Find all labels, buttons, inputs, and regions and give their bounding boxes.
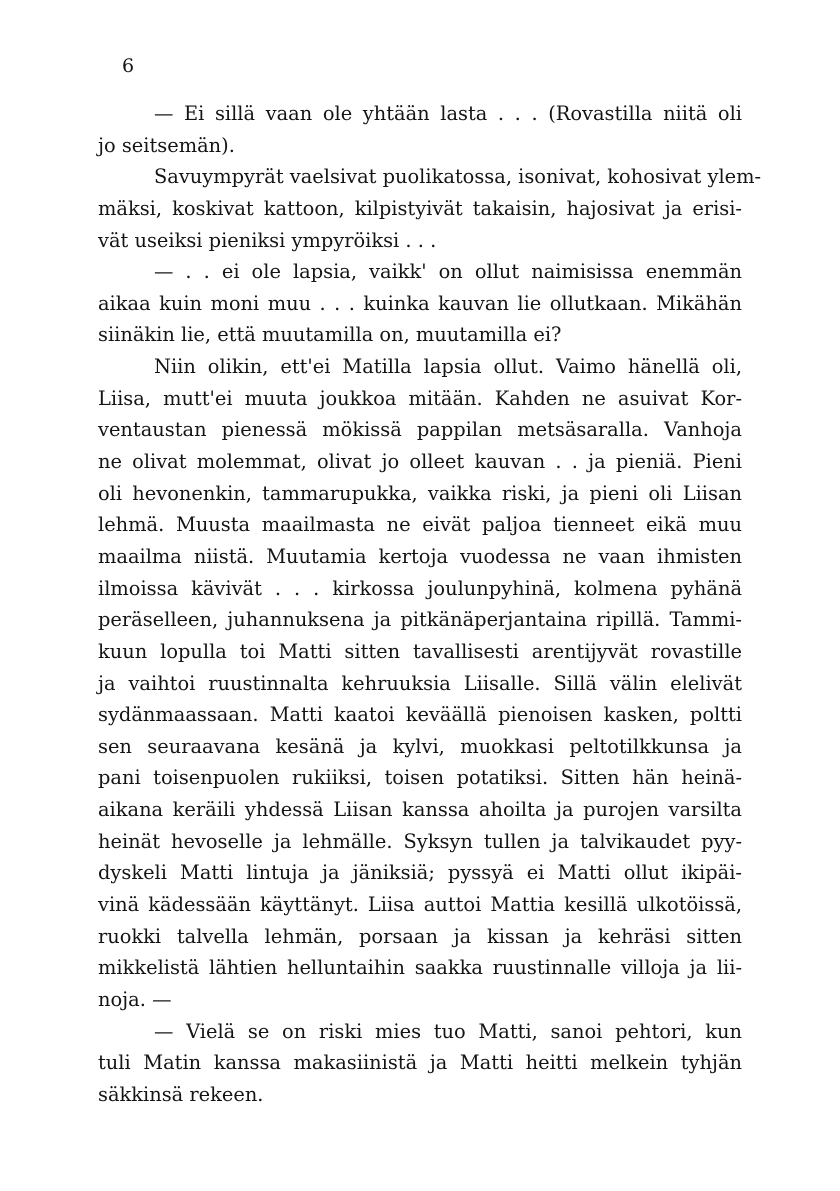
text-line: ventaustan pienessä mökissä pappilan metsäsaralla. Vanhoja (98, 418, 742, 442)
text-line: noja. — (98, 987, 172, 1011)
text-line: ne olivat molemmat, olivat jo olleet kauvan . . ja pieniä. Pieni (98, 450, 742, 474)
text-line: — Ei sillä vaan ole yhtään lasta . . . (Rovastilla niitä oli (154, 102, 742, 125)
text-line: Liisa, mutt'ei muuta joukkoa mitään. Kahden ne asuivat Kor- (98, 386, 742, 410)
text-line: jo seitsemän). (98, 133, 235, 157)
text-line: vät useiksi pieniksi ympyröiksi . . . (98, 228, 437, 252)
text-line: — Vielä se on riski mies tuo Matti, sanoi pehtori, kun (154, 1019, 742, 1043)
paragraph (98, 256, 742, 351)
body-text (98, 98, 762, 1111)
paragraph (98, 161, 762, 256)
text-line: peräselleen, juhannuksena ja pitkänäperjantaina ripillä. Tammi- (98, 608, 742, 632)
text-line: Niin olikin, ett'ei Matilla lapsia ollut. Vaimo hänellä oli, (154, 355, 742, 379)
text-line: ja vaihtoi ruustinnalta kehruuksia Liisalle. Sillä välin elelivät (98, 671, 742, 695)
text-line: pani toisenpuolen rukiiksi, toisen potatiksi. Sitten hän heinä- (98, 766, 742, 790)
text-line: aikana keräili yhdessä Liisan kanssa ahoilta ja purojen varsilta (98, 798, 742, 822)
text-line: siinäkin lie, että muutamilla on, muutamilla ei? (98, 323, 562, 347)
text-line: dyskeli Matti lintuja ja jäniksiä; pyssyä ei Matti ollut ikipäi- (98, 861, 742, 885)
text-line: maailma niistä. Muutamia kertoja vuodessa ne vaan ihmisten (98, 544, 742, 568)
text-line: vinä kädessään käyttänyt. Liisa auttoi Mattia kesillä ulkotöissä, (98, 893, 742, 917)
text-line: mäksi, koskivat kattoon, kilpistyivät takaisin, hajosivat ja erisi- (98, 196, 742, 220)
paragraph (98, 351, 742, 1015)
text-line: heinät hevoselle ja lehmälle. Syksyn tullen ja talvikaudet pyy- (98, 829, 742, 853)
text-line: lehmä. Muusta maailmasta ne eivät paljoa tienneet eikä muu (98, 513, 742, 537)
text-line: — . . ei ole lapsia, vaikk' on ollut naimisissa enemmän (154, 260, 742, 284)
paragraph (98, 1016, 742, 1111)
text-line: Savuympyrät vaelsivat puolikatossa, isonivat, kohosivat ylem- (154, 165, 762, 189)
text-line: aikaa kuin moni muu . . . kuinka kauvan lie ollutkaan. Mikähän (98, 291, 742, 315)
text-line: kuun lopulla toi Matti sitten tavallisesti arentijyvät rovastille (98, 639, 742, 663)
text-line: mikkelistä lähtien helluntaihin saakka ruustinnalle villoja ja lii- (98, 956, 742, 980)
text-line: ruokki talvella lehmän, porsaan ja kissan ja kehräsi sitten (98, 924, 742, 948)
text-line: sydänmaassaan. Matti kaatoi keväällä pienoisen kasken, poltti (98, 703, 742, 727)
text-line: ilmoissa kävivät . . . kirkossa joulunpyhinä, kolmena pyhänä (98, 576, 742, 600)
text-line: tuli Matin kanssa makasiinistä ja Matti heitti melkein tyhjän (98, 1051, 742, 1075)
paragraph (98, 98, 742, 161)
text-line: sen seuraavana kesänä ja kylvi, muokkasi peltotilkkunsa ja (98, 734, 742, 758)
text-line: säkkinsä rekeen. (98, 1082, 264, 1106)
text-line: oli hevonenkin, tammarupukka, vaikka riski, ja pieni oli Liisan (98, 481, 742, 505)
page-number: 6 (122, 55, 135, 77)
